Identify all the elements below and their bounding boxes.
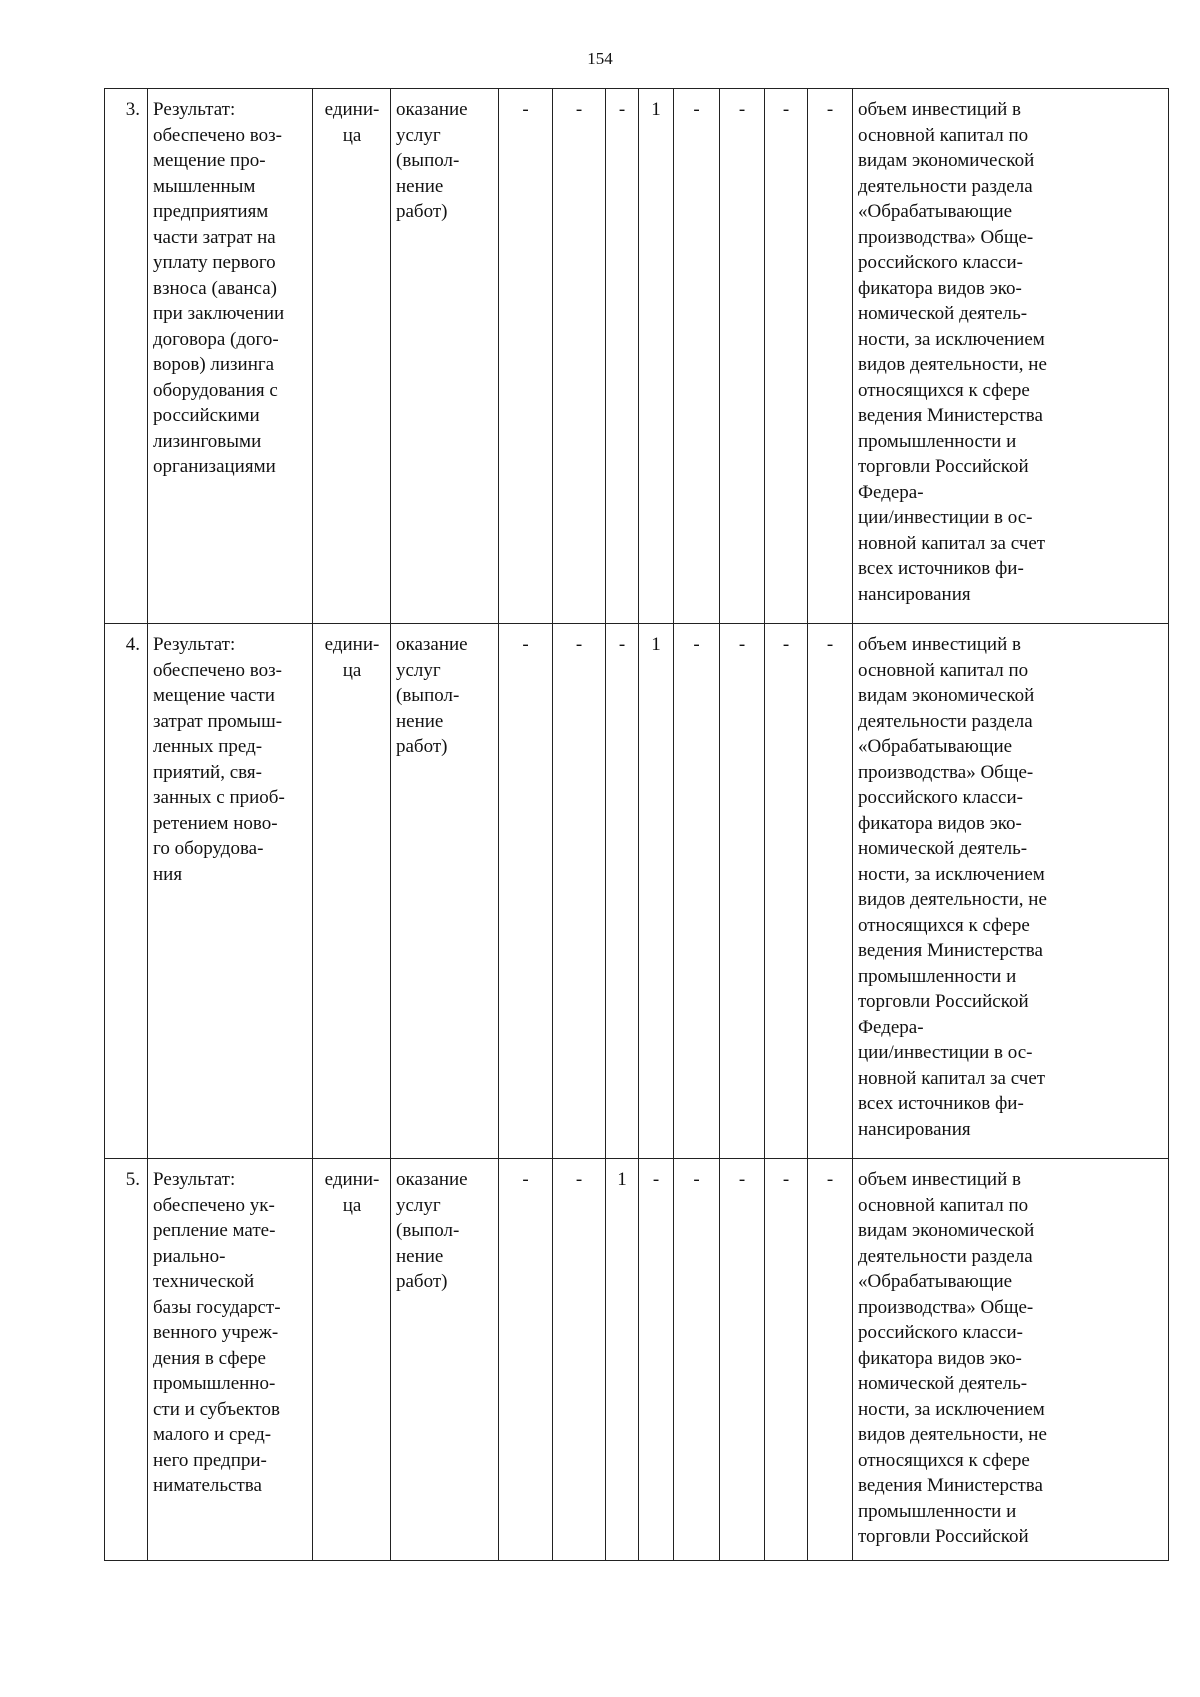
page-number: 154 (587, 49, 613, 68)
results-table (104, 88, 1169, 1561)
unit-of-measure: едини- ца (313, 89, 391, 624)
value-cell: - (499, 624, 553, 1159)
value-cell: 1 (639, 89, 674, 624)
value-cell: - (674, 89, 720, 624)
result-description: Результат: обеспечено ук- репление мате- риально- технической базы государст- венного учреж- дения в сфере промышленно- сти и субъектов малого и сред- него предпри- нимательства (148, 1159, 313, 1561)
result-description: Результат: обеспечено воз- мещение части затрат промыш- ленных пред- приятий, свя- занных с приоб- ретением ново- го оборудова- ния (148, 624, 313, 1159)
value-cell: - (553, 1159, 606, 1561)
value-cell: - (499, 89, 553, 624)
value-cell: - (808, 1159, 853, 1561)
value-cell: 1 (639, 624, 674, 1159)
value-cell: - (765, 89, 808, 624)
value-cell: - (553, 624, 606, 1159)
table-row (105, 624, 1169, 1159)
result-type: оказание услуг (выпол- нение работ) (391, 89, 499, 624)
value-cell: - (720, 624, 765, 1159)
value-cell: - (720, 1159, 765, 1561)
value-cell: 1 (606, 1159, 639, 1561)
indicator-note: объем инвестиций в основной капитал по видам экономической деятельности раздела «Обрабатывающие производства» Обще- российского класси- фикатора видов эко- номической деятель- ности, за исключением видов деятельности, не относящихся к сфере ведения Министерства промышленности и торговли Российской (853, 1159, 1169, 1561)
value-cell: - (639, 1159, 674, 1561)
row-number: 4. (105, 624, 148, 1159)
value-cell: - (674, 1159, 720, 1561)
value-cell: - (674, 624, 720, 1159)
table-row (105, 89, 1169, 624)
row-number: 5. (105, 1159, 148, 1561)
value-cell: - (808, 624, 853, 1159)
unit-of-measure: едини- ца (313, 1159, 391, 1561)
value-cell: - (606, 624, 639, 1159)
row-number: 3. (105, 89, 148, 624)
result-description: Результат: обеспечено воз- мещение про- мышленным предприятиям части затрат на уплату первого взноса (аванса) при заключении договора (дого- воров) лизинга оборудования с российскими лизинговыми организациями (148, 89, 313, 624)
value-cell: - (606, 89, 639, 624)
value-cell: - (808, 89, 853, 624)
indicator-note: объем инвестиций в основной капитал по видам экономической деятельности раздела «Обрабатывающие производства» Обще- российского класси- фикатора видов эко- номической деятель- ности, за исключением видов деятельности, не относящихся к сфере ведения Министерства промышленности и торговли Российской Федера- ции/инвестиции в ос- новной капитал за счет всех источников фи- нансирования (853, 89, 1169, 624)
value-cell: - (765, 1159, 808, 1561)
value-cell: - (499, 1159, 553, 1561)
unit-of-measure: едини- ца (313, 624, 391, 1159)
value-cell: - (765, 624, 808, 1159)
indicator-note: объем инвестиций в основной капитал по видам экономической деятельности раздела «Обрабатывающие производства» Обще- российского класси- фикатора видов эко- номической деятель- ности, за исключением видов деятельности, не относящихся к сфере ведения Министерства промышленности и торговли Российской Федера- ции/инвестиции в ос- новной капитал за счет всех источников фи- нансирования (853, 624, 1169, 1159)
value-cell: - (720, 89, 765, 624)
result-type: оказание услуг (выпол- нение работ) (391, 624, 499, 1159)
value-cell: - (553, 89, 606, 624)
table-row (105, 1159, 1169, 1561)
result-type: оказание услуг (выпол- нение работ) (391, 1159, 499, 1561)
